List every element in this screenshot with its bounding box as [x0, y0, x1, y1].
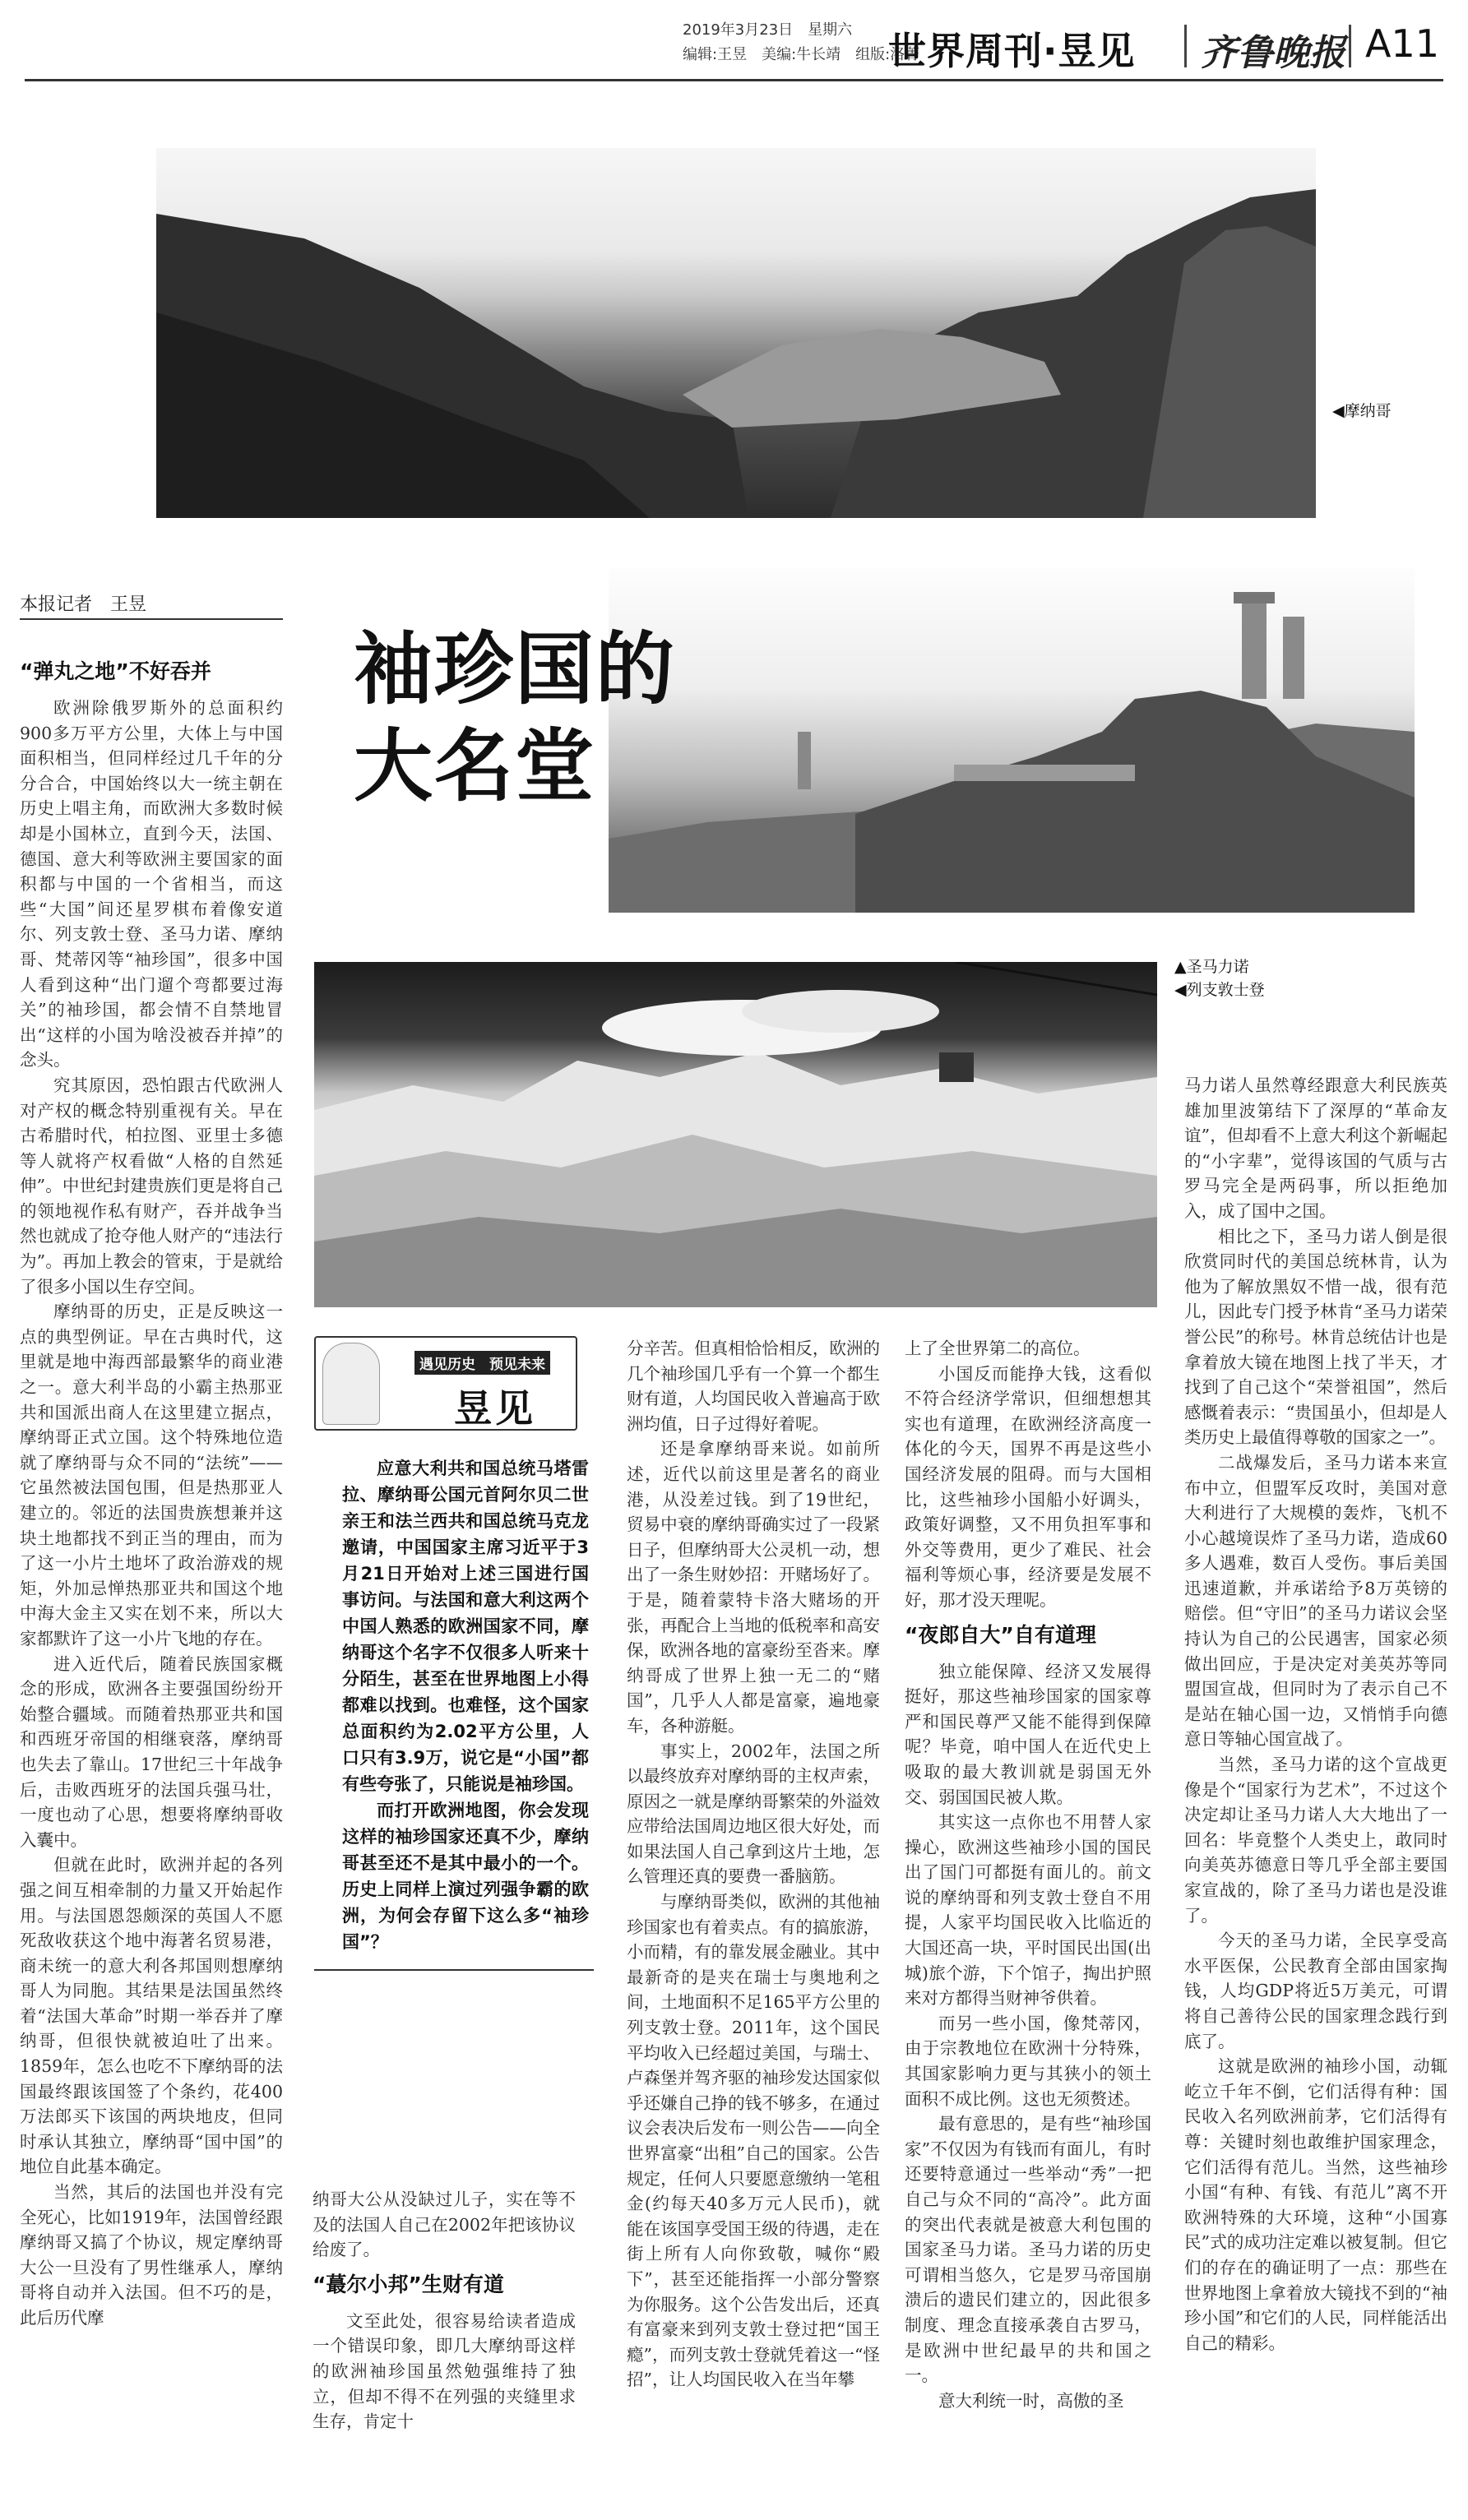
paragraph: 文至此处，很容易给读者造成一个错误印象，即几大摩纳哥这样的欧洲袖珍国虽然勉强维持了独立，但却不得不在列强的夹缝里求生存，肯定十 [313, 2310, 576, 2432]
headline [354, 621, 676, 815]
intro-paragraph: 应意大利共和国总统马塔雷拉、摩纳哥公国元首阿尔贝二世亲王和法兰西共和国总统马克龙邀请，中国国家主席习近平于3月21日开始对上述三国进行国事访问。与法国和意大利这两个中国人熟悉的欧洲国家不同，摩纳哥这个名字不仅很多人听来十分陌生，甚至在世界地图上小得都难以找到。也难怪，这个国家总面积约为2.02平方公里，人口只有3.9万，说它是“小国”都有些夸张了，只能说是袖珍国。 [342, 1459, 589, 1794]
paragraph: 其实这一点你也不用替人家操心，欧洲这些袖珍小国的国民出了国门可都挺有面儿的。前文说的摩纳哥和列支敦士登自不用提，人家平均国民收入比临近的大国还高一块，平时国民出国(出城)旅个游，下个馆子，掏出护照来对方都得当财神爷供着。 [905, 1812, 1151, 2009]
byline-rule [20, 618, 283, 620]
intro-lead [342, 1455, 589, 1955]
headline-line1: 袖珍国的 [354, 623, 676, 715]
monaco-photo [156, 148, 1316, 518]
caption-liechtenstein: ◀列支敦士登 [1174, 981, 1265, 999]
section-title: 世界周刊·昱见 [888, 29, 1136, 73]
intro-rule [314, 1969, 594, 1971]
article-column-4 [1184, 1073, 1447, 2508]
paragraph: 独立能保障、经济又发展得挺好，那这些袖珍国家的国家尊严和国民尊严又能不能得到保障呢？毕竟，咱中国人在近代史上吸取的最大教训就是弱国无外交、弱国国民被人欺。 [905, 1661, 1151, 1807]
avatar [322, 1343, 380, 1425]
header-date: 2019年3月23日 星期六 [683, 21, 853, 39]
paragraph: 还是拿摩纳哥来说。如前所述，近代以前这里是著名的商业港，从没差过钱。到了19世纪，贸易中衰的摩纳哥确实过了一段紧日子，但摩纳哥大公灵机一动，想出了一条生财妙招：开赌场好了。于是，随着蒙特卡洛大赌场的开张，再配合上当地的低税率和高安保，欧洲各地的富豪纷至沓来。摩纳哥成了世界上独一无二的“赌国”，几乎人人都是富豪，遍地豪车，各种游艇。 [627, 1439, 880, 1736]
paragraph: 当然，其后的法国也并没有完全死心，比如1919年，法国曾经跟摩纳哥又搞了个协议，规定摩纳哥大公一旦没有了男性继承人，摩纳哥将自动并入法国。但不巧的是，此后历代摩 [20, 2182, 283, 2328]
page-number: A11 [1365, 21, 1440, 66]
paragraph: 究其原因，恐怕跟古代欧洲人对产权的概念特别重视有关。早在古希腊时代，柏拉图、亚里士多德等人就将产权看做“人格的自然延伸”。中世纪封建贵族们更是将自己的领地视作私有财产，吞并战争当然也就成了抢夺他人财产的“违法行为”。再加上教会的管束，于是就给了很多小国以生存空间。 [20, 1075, 283, 1297]
article-column-5 [313, 2187, 576, 2508]
byline: 本报记者 王昱 [20, 594, 147, 615]
paragraph: 马力诺人虽然尊经跟意大利民族英雄加里波第结下了深厚的“革命友谊”，但却看不上意大利这个新崛起的“小字辈”，觉得该国的气质与古罗马完全是两码事，所以拒绝加入，成了国中之国。 [1184, 1075, 1447, 1221]
paragraph: 意大利统一时，高傲的圣 [938, 2390, 1124, 2411]
section-heading: “夜郎自大”自有道理 [905, 1622, 1096, 1647]
paragraph: 二战爆发后，圣马力诺本来宣布中立，但盟军反攻时，美国对意大利进行了大规模的轰炸，飞机不小心越境误炸了圣马力诺，造成60多人遇难，数百人受伤。事后美国迅速道歉，并承诺给予8万英镑的赔偿。但“守旧”的圣马力诺议会坚持认为自己的公民遇害，国家必须做出回应，于是决定对美英苏等同盟国宣战，但同时为了表示自己不是站在轴心国一边，又悄悄手向德意日等轴心国宣战了。 [1184, 1452, 1447, 1750]
section-heading: “蕞尔小邦”生财有道 [313, 2272, 504, 2296]
article-column-3 [905, 1336, 1151, 2512]
header-staff: 编辑:王昱 美编:牛长靖 组版:洛菁 [683, 46, 920, 63]
paragraph: 小国反而能挣大钱，这看似不符合经济学常识，但细想想其实也有道理，在欧洲经济高度一体化的今天，国界不再是这些小国经济发展的阻碍。而与大国相比，这些袖珍小国船小好调头，政策好调整，又不用负担军事和外交等费用，更少了难民、社会福利等烦心事，经济要是发展不好，那才没天理呢。 [905, 1363, 1151, 1610]
intro-paragraph: 而打开欧洲地图，你会发现这样的袖珍国家还真不少，摩纳哥甚至还不是其中最小的一个。历史上同样上演过列强争霸的欧洲，为何会存留下这么多“袖珍国”？ [342, 1801, 589, 1952]
article-column-1 [20, 650, 283, 2508]
headline-line2: 大名堂 [354, 720, 595, 812]
paragraph: 但就在此时，欧洲并起的各列强之间互相牵制的力量又开始起作用。与法国恩怨颇深的英国人不愿死敌收获这个地中海著名贸易港，商未统一的意大利各邦国则想摩纳哥人为同胞。其结果是法国虽然终着“法国大革命”时期一举吞并了摩纳哥，但很快就被迫吐了出来。1859年，怎么也吃不下摩纳哥的法国最终跟该国签了个条约，花400万法郎买下该国的两块地皮，但同时承认其独立，摩纳哥“国中国”的地位自此基本确定。 [20, 1855, 283, 2177]
column-name: 昱见 [454, 1386, 536, 1431]
header-rule [25, 79, 1443, 81]
paragraph: 今天的圣马力诺，全民享受高水平医保，公民教育全部由国家掏钱，人均GDP将近5万美元，可谓将自己善待公民的国家理念践行到底了。 [1184, 1930, 1447, 2051]
san-marino-photo [609, 567, 1415, 913]
paragraph: 而另一些小国，像梵蒂冈，由于宗教地位在欧洲十分特殊，其国家影响力更与其狭小的领土面积不成比例。这也无须赘述。 [905, 2013, 1151, 2109]
article-column-2 [627, 1336, 880, 2512]
paragraph: 摩纳哥的历史，正是反映这一点的典型例证。早在古典时代，这里就是地中海西部最繁华的商业港之一。意大利半岛的小霸主热那亚共和国派出商人在这里建立据点，摩纳哥正式立国。这个特殊地位造就了摩纳哥与众不同的“法统”——它虽然被法国包围，但是热那亚人建立的。邻近的法国贵族想兼并这块土地都找不到正当的理由，而为了这一小片土地坏了政治游戏的规矩，外加忌惮热那亚共和国这个地中海大金主又实在划不来，所以大家都默许了这一小片飞地的存在。 [20, 1302, 283, 1648]
paragraph: 上了全世界第二的高位。 [905, 1339, 1091, 1358]
column-slogan: 遇见历史 预见未来 [414, 1351, 550, 1375]
paragraph: 纳哥大公从没缺过儿子，实在等不及的法国人自己在2002年把该协议给废了。 [313, 2189, 576, 2260]
paragraph: 这就是欧洲的袖珍小国，动辄屹立千年不倒，它们活得有种：国民收入名列欧洲前茅，它们活得有尊：关键时刻也敢维护国家理念，它们活得有范儿。当然，这些袖珍小国“有种、有钱、有范儿”离不开欧洲特殊的大环境，这种“小国寡民”式的成功注定难以被复制。但它们的存在的确证明了一点：那些在世界地图上拿着放大镜找不到的“袖珍小国”和它们的人民，同样能活出自己的精彩。 [1184, 2056, 1447, 2353]
paragraph: 进入近代后，随着民族国家概念的形成，欧洲各主要强国纷纷开始整合疆域。而随着热那亚共和国和西班牙帝国的相继衰落，摩纳哥也失去了靠山。17世纪三十年战争后，击败西班牙的法国兵强马壮，一度也动了心思，想要将摩纳哥收入囊中。 [20, 1653, 283, 1850]
paragraph: 最有意思的，是有些“袖珍国家”不仅因为有钱而有面儿，有时还要特意通过一些举动“秀”一把自己与众不同的“高冷”。此方面的突出代表就是被意大利包围的国家圣马力诺。圣马力诺的历史可谓相当悠久，它是罗马帝国崩溃后的遗民们建立的，因此很多制度、理念直接承袭自古罗马，是欧洲中世纪最早的共和国之一。 [905, 2114, 1151, 2386]
header-meta [683, 18, 919, 67]
header-divider [1184, 25, 1187, 67]
paragraph: 欧洲除俄罗斯外的总面积约900多万平方公里，大体上与中国面积相当，但同样经过几千年的分分合合，中国始终以大一统主朝在历史上唱主角，而欧洲大多数时候却是小国林立，直到今天，法国、德国、意大利等欧洲主要国家的面积都与中国的一个省相当，而这些“大国”间还星罗棋布着像安道尔、列支敦士登、圣马力诺、摩纳哥、梵蒂冈等“袖珍国”，很多中国人看到这种“出门遛个弯都要过海关”的袖珍国，都会情不自禁地冒出“这样的小国为啥没被吞并掉”的念头。 [20, 698, 283, 1070]
paragraph: 与摩纳哥类似，欧洲的其他袖珍国家也有着卖点。有的搞旅游，小而精，有的靠发展金融业。其中最新奇的是夹在瑞士与奥地利之间，土地面积不足165平方公里的列支敦士登。2011年，这个国民平均收入已经超过美国，与瑞士、卢森堡并驾齐驱的袖珍发达国家似乎还嫌自己挣的钱不够多，在通过议会表决后发布一则公告——向全世界富豪“出租”自己的国家。公告规定，任何人只要愿意缴纳一笔租金(约每天40多万元人民币)，就能在该国享受国王级的待遇，走在街上所有人向你致敬，喊你“殿下”，甚至还能指挥一小部分警察为你服务。这个公告发出后，还真有富豪来到列支敦士登过把“国王瘾”，而列支敦士登就凭着这一“怪招”，让人均国民收入在当年攀 [627, 1892, 880, 2390]
liechtenstein-photo [314, 962, 1157, 1307]
paragraph: 事实上，2002年，法国之所以最终放弃对摩纳哥的主权声索，原因之一就是摩纳哥繁荣的外溢效应带给法国周边地区很大好处，而如果法国人自己拿到这片土地，怎么管理还真的要费一番脑筋。 [627, 1741, 880, 1887]
paragraph: 当然，圣马力诺的这个宣战更像是个“国家行为艺术”，不过这个决定却让圣马力诺人大大地出了一回名：毕竟整个人类史上，敢同时向美英苏德意日等几乎全部主要国家宣战的，除了圣马力诺也是没谁了。 [1184, 1755, 1447, 1926]
paragraph: 分辛苦。但真相恰恰相反，欧洲的几个袖珍国几乎有一个算一个都生财有道，人均国民收入普遍高于欧洲均值，日子过得好着呢。 [627, 1339, 880, 1434]
editor-card [314, 1336, 577, 1431]
paragraph: 相比之下，圣马力诺人倒是很欣赏同时代的美国总统林肯，认为他为了解放黑奴不惜一战，很有范儿，因此专门授予林肯“圣马力诺荣誉公民”的称号。林肯总统估计也是拿着放大镜在地图上找了半天，才找到了自己这个“荣誉祖国”，然后感慨着表示：“贵国虽小，但却是人类历史上最值得尊敬的国家之一”。 [1184, 1226, 1447, 1448]
caption-san-marino: ▲圣马力诺 [1174, 958, 1249, 976]
newspaper-logo: 齐鲁晚报 [1201, 32, 1345, 74]
section-heading: “弹丸之地”不好吞并 [20, 659, 211, 683]
header-divider [1349, 25, 1351, 67]
caption-monaco: ◀摩纳哥 [1332, 402, 1392, 420]
